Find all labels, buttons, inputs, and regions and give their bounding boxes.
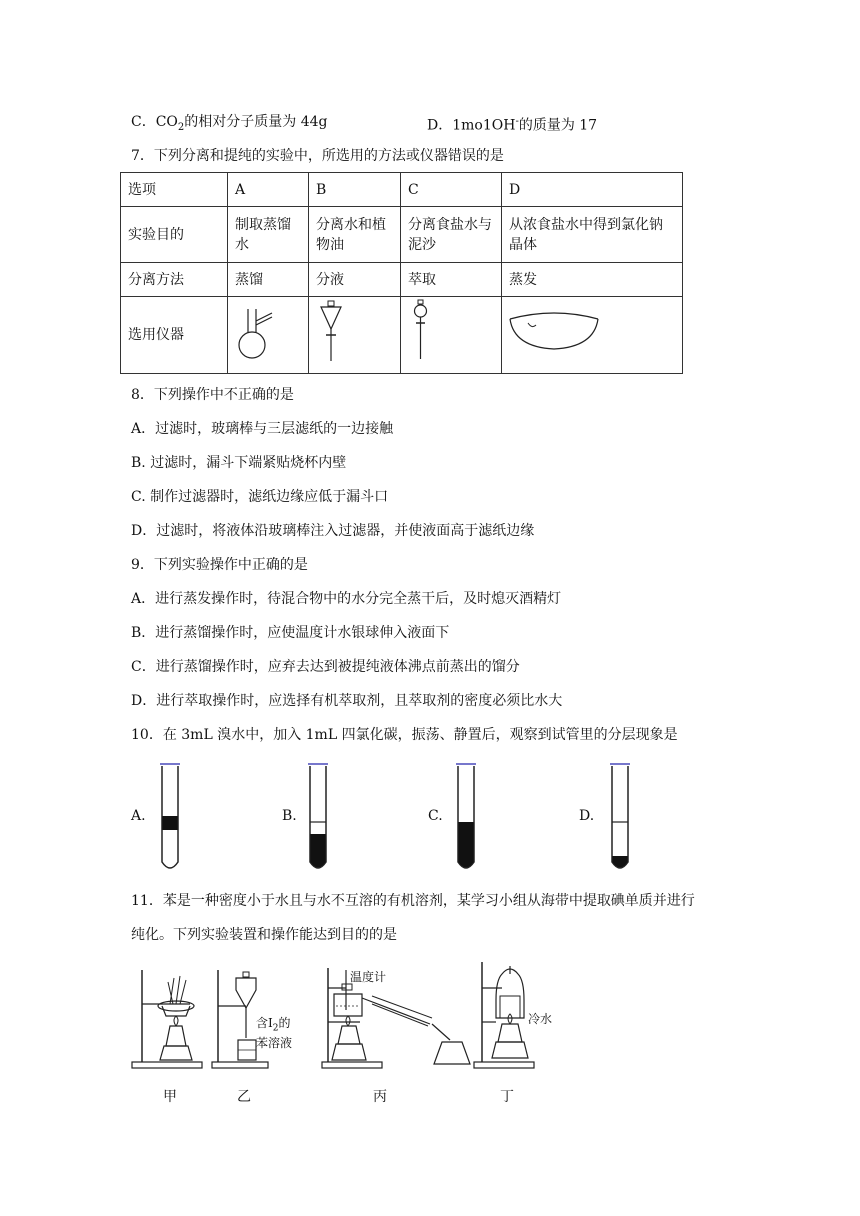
method-a: 蒸馏 [228,263,309,297]
yi-label-solvent: 苯溶液 [256,1036,293,1050]
q6-d-sup: - [515,116,519,127]
option-a: A [228,173,309,207]
ding-label-cold-water: 冷水 [528,1012,553,1026]
instrument-b [309,297,401,374]
bing-label-thermometer: 温度计 [350,970,387,984]
separatory-funnel-icon [311,299,351,365]
row-header-option: 选项 [121,173,228,207]
test-tube-a [156,762,184,878]
caption-yi: 乙 [237,1089,251,1105]
q6-option-d [427,112,597,136]
distillation-flask-icon [230,301,280,363]
purpose-b: 分离水和植物油 [309,207,401,263]
q8-option-a: A．过滤时，玻璃棒与三层滤纸的一边接触 [131,421,394,437]
apparatus-bing-distillation [320,966,480,1070]
evaporating-dish-icon [504,307,604,357]
q10-label-b: B. [282,808,297,824]
instrument-d [502,297,683,374]
q9-option-a: A．进行蒸发操作时，待混合物中的水分完全蒸干后，及时熄灭酒精灯 [131,591,562,607]
q6-c-text-post: 的相对分子质量为 44g [184,114,328,130]
option-b: B [309,173,401,207]
option-d: D [502,173,683,207]
caption-bing: 丙 [373,1089,387,1105]
q11-stem-line2: 纯化。下列实验装置和操作能达到目的的是 [131,927,397,943]
caption-jia: 甲 [163,1089,177,1105]
q9-stem: 9．下列实验操作中正确的是 [131,557,308,573]
apparatus-jia-crucible-heating [128,966,208,1070]
test-tube-b [304,762,332,878]
instrument-c [401,297,502,374]
method-d: 蒸发 [502,263,683,297]
test-tube-c [452,762,480,878]
dropping-funnel-icon [403,299,439,365]
purpose-d: 从浓食盐水中得到氯化钠晶体 [502,207,683,263]
q7-stem: 7．下列分离和提纯的实验中，所选用的方法或仪器错误的是 [131,148,504,164]
q9-option-d: D．进行萃取操作时，应选择有机萃取剂，且萃取剂的密度必须比水大 [131,693,563,709]
method-c: 萃取 [401,263,502,297]
q10-label-d: D. [579,808,595,824]
q6-c-sub: 2 [177,121,185,133]
purpose-c: 分离食盐水与泥沙 [401,207,502,263]
q8-stem: 8．下列操作中不正确的是 [131,387,294,403]
q10-stem: 10．在 3mL 溴水中，加入 1mL 四氯化碳，振荡、静置后，观察到试管里的分层现象是 [131,727,678,743]
caption-ding: 丁 [500,1089,514,1105]
option-c: C [401,173,502,207]
q9-option-c: C．进行蒸馏操作时，应弃去达到被提纯液体沸点前蒸出的馏分 [131,659,520,675]
q8-option-d: D．过滤时，将液体沿玻璃棒注入过滤器，并使液面高于滤纸边缘 [131,523,535,539]
solution-label-post: 的 [278,1016,291,1030]
q6-option-c [131,112,328,138]
test-tube-d [606,762,634,878]
q8-option-c: C. 制作过滤器时，滤纸边缘应低于漏斗口 [131,489,389,505]
q6-d-text-post: 的质量为 17 [518,117,598,134]
row-header-method: 分离方法 [121,263,228,297]
solution-label-sub: 2 [272,1023,279,1034]
q10-label-c: C. [428,808,443,824]
q11-stem-line1: 11．苯是一种密度小于水且与水不互溶的有机溶剂，某学习小组从海带中提取碘单质并进行 [131,893,695,909]
solution-label-pre: 含I [256,1016,273,1030]
q6-d-text-pre: D．1mo1OH [427,117,516,134]
yi-label-solution [256,1014,291,1033]
row-header-purpose: 实验目的 [121,207,228,263]
q9-option-b: B．进行蒸馏操作时，应使温度计水银球伸入液面下 [131,625,450,641]
q7-table [120,172,683,374]
purpose-a: 制取蒸馏水 [228,207,309,263]
q10-label-a: A. [131,808,146,824]
row-header-instrument: 选用仪器 [121,297,228,374]
q6-c-text-pre: C．CO [131,114,178,130]
method-b: 分液 [309,263,401,297]
q8-option-b: B. 过滤时，漏斗下端紧贴烧杯内壁 [131,455,347,471]
instrument-a [228,297,309,374]
